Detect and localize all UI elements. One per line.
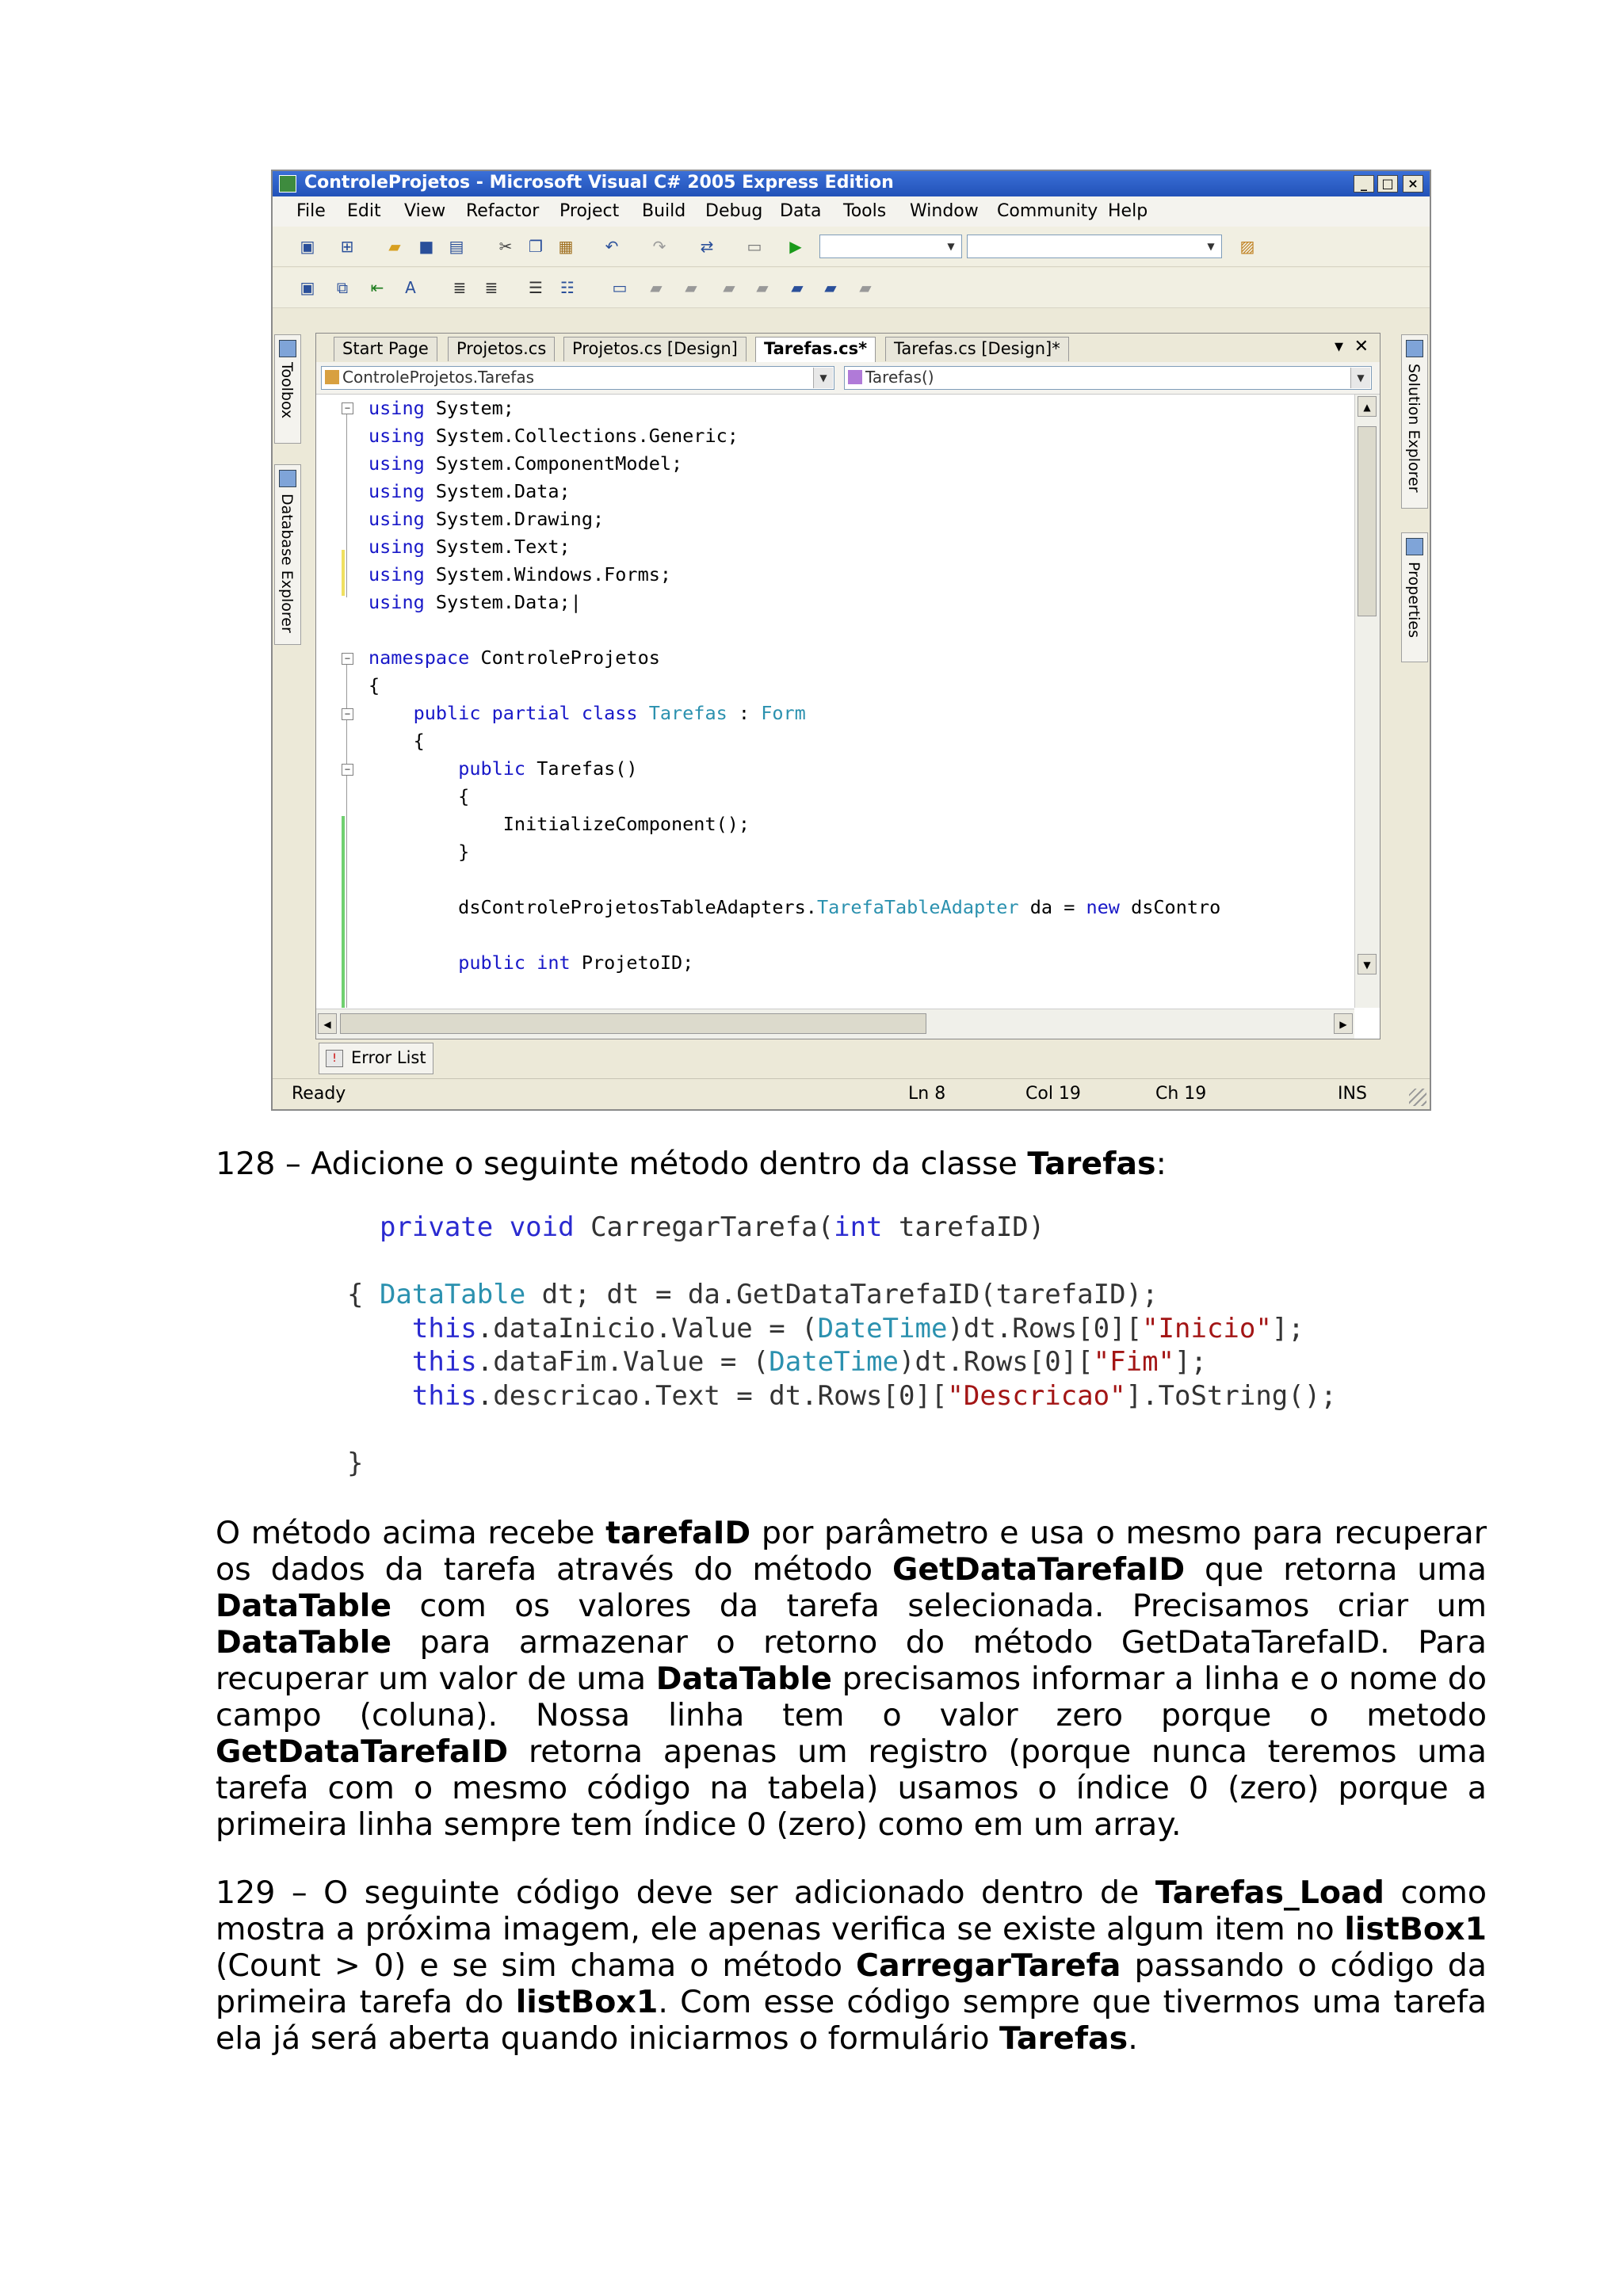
code-line: namespace ControleProjetos bbox=[369, 646, 660, 669]
error-list-icon: ! bbox=[326, 1050, 343, 1067]
next-bookmark-icon[interactable]: ▰ bbox=[685, 278, 697, 297]
status-ready: Ready bbox=[292, 1084, 346, 1104]
align-icon[interactable]: ⧉ bbox=[336, 278, 349, 297]
code-line: public partial class Tarefas : Form bbox=[413, 702, 806, 724]
save-icon[interactable]: ■ bbox=[418, 237, 434, 256]
toolbox-tab[interactable] bbox=[274, 334, 301, 444]
code-line: public int ProjetoID; bbox=[458, 952, 694, 974]
copy-icon[interactable]: ❐ bbox=[529, 237, 543, 256]
code-line: using System; bbox=[369, 397, 514, 419]
window-title: ControleProjetos - Microsoft Visual C# 2005 Express Edition bbox=[304, 173, 894, 193]
code-sample-line: private void CarregarTarefa(int tarefaID) bbox=[379, 1211, 1045, 1243]
code-line: InitializeComponent(); bbox=[369, 813, 750, 835]
collapse-icon[interactable]: − bbox=[342, 708, 353, 720]
code-line: using System.Data; bbox=[369, 480, 571, 502]
code-line: dsControleProjetosTableAdapters.TarefaTableAdapter da = new dsContro bbox=[369, 896, 1221, 918]
menu-tools[interactable]: Tools bbox=[843, 201, 887, 221]
properties-tab[interactable] bbox=[1401, 532, 1428, 662]
font-size-icon[interactable]: A bbox=[405, 278, 416, 297]
menu-window[interactable]: Window bbox=[910, 201, 979, 221]
vertical-scrollbar[interactable] bbox=[1354, 395, 1380, 1008]
menu-debug[interactable]: Debug bbox=[705, 201, 763, 221]
outline-line bbox=[346, 412, 347, 597]
menu-data[interactable]: Data bbox=[780, 201, 822, 221]
scroll-right-icon[interactable]: ▶ bbox=[1334, 1013, 1353, 1034]
collapse-icon[interactable]: − bbox=[342, 402, 353, 414]
tab-strip bbox=[316, 334, 1380, 363]
paste-icon[interactable]: ▦ bbox=[558, 237, 574, 256]
bookmark-next-folder-icon[interactable]: ▰ bbox=[756, 278, 769, 297]
menu-community[interactable]: Community bbox=[997, 201, 1098, 221]
code-line: public Tarefas() bbox=[458, 757, 638, 780]
toolbox-icon bbox=[279, 340, 296, 357]
solution-config-combo[interactable] bbox=[819, 235, 962, 258]
navigation-bar bbox=[316, 362, 1380, 395]
menu-edit[interactable]: Edit bbox=[347, 201, 381, 221]
toolbox-label: Toolbox bbox=[278, 362, 296, 419]
code-sample-line bbox=[347, 1245, 1337, 1279]
database-explorer-tab[interactable] bbox=[274, 464, 301, 645]
menu-view[interactable]: View bbox=[404, 201, 446, 221]
type-combo[interactable] bbox=[321, 366, 834, 390]
minimize-button[interactable]: _ bbox=[1354, 175, 1374, 193]
status-line: Ln 8 bbox=[908, 1084, 946, 1104]
close-button[interactable]: × bbox=[1403, 175, 1423, 193]
code-line: { bbox=[369, 730, 425, 752]
chevron-down-icon: ▼ bbox=[947, 241, 955, 252]
code-sample-line: this.dataInicio.Value = (DateTime)dt.Rows[0]["Inicio"]; bbox=[411, 1312, 1304, 1344]
code-sample-line: } bbox=[347, 1447, 364, 1479]
app-icon bbox=[279, 175, 296, 193]
navigate-icon[interactable]: ⇄ bbox=[700, 237, 714, 256]
scroll-left-icon[interactable]: ◀ bbox=[318, 1013, 337, 1034]
tab-tarefas-cs[interactable]: Tarefas.cs* bbox=[755, 337, 876, 363]
type-combo-value: ControleProjetos.Tarefas bbox=[342, 368, 535, 387]
chevron-down-icon: ▼ bbox=[1207, 241, 1215, 252]
find-icon[interactable]: ▭ bbox=[747, 237, 762, 256]
new-project-icon[interactable]: ▣ bbox=[300, 237, 315, 256]
menu-help[interactable]: Help bbox=[1108, 201, 1148, 221]
database-icon bbox=[279, 470, 296, 487]
solution-icon bbox=[1406, 340, 1423, 357]
tab-projetos-cs[interactable]: Projetos.cs bbox=[448, 337, 555, 361]
save-all-icon[interactable]: ▤ bbox=[449, 237, 464, 256]
step-128-caption: 128 – Adicione o seguinte método dentro da classe Tarefas: bbox=[216, 1146, 1167, 1182]
code-sample-line: this.descricao.Text = dt.Rows[0]["Descricao"].ToString(); bbox=[411, 1379, 1337, 1412]
code-line: using System.Text; bbox=[369, 536, 571, 558]
solution-platform-combo[interactable] bbox=[967, 235, 1222, 258]
error-list-tab[interactable] bbox=[319, 1043, 433, 1074]
step-129-paragraph: 129 – O seguinte código deve ser adicionado dentro de Tarefas_Load como mostra a próxima imagem, ele apenas verifica se existe algum item no listBox1 (Count > 0) e se sim chama o método CarregarTarefa passando o código da primeira tarefa do listBox1. Com esse código sempre que tivermos uma tarefa ela já será aberta quando iniciarmos o formulário Tarefas. bbox=[216, 1875, 1487, 2057]
collapse-icon[interactable]: − bbox=[342, 764, 353, 776]
code-line: } bbox=[369, 841, 470, 863]
explanation-paragraph: O método acima recebe tarefaID por parâmetro e usa o mesmo para recuperar os dados da tarefa através do método GetDataTarefaID que retorna uma DataTable com os valores da tarefa selecionada. Precisamos criar um DataTable para armazenar o retorno do método GetDataTarefaID. Para recuperar um valor de uma DataTable precisamos informar a linha e o nome do campo (coluna). Nossa linha tem o valor zero porque o metodo GetDataTarefaID retorna apenas um registro (porque nunca teremos uma tarefa com o mesmo código na tabela) usamos o índice 0 (zero) porque a primeira linha sempre tem índice 0 (zero) como em um array. bbox=[216, 1515, 1487, 1843]
properties-icon bbox=[1406, 538, 1423, 555]
status-insert-mode: INS bbox=[1338, 1084, 1367, 1104]
menu-project[interactable]: Project bbox=[559, 201, 620, 221]
member-combo[interactable] bbox=[844, 366, 1372, 390]
code-sample bbox=[347, 1211, 1337, 1480]
saved-change-bar bbox=[342, 816, 345, 1008]
uncomment-icon[interactable]: ☷ bbox=[560, 278, 575, 297]
indent-icon[interactable]: ≣ bbox=[453, 278, 467, 297]
error-list-label: Error List bbox=[351, 1048, 426, 1067]
title-bar bbox=[273, 171, 1430, 196]
document-pane bbox=[315, 333, 1381, 1039]
class-icon bbox=[325, 370, 339, 384]
tab-projetos-design[interactable]: Projetos.cs [Design] bbox=[563, 337, 747, 361]
outdent-icon[interactable]: ⇤ bbox=[370, 278, 384, 297]
code-line: { bbox=[369, 674, 380, 696]
ide-screenshot bbox=[271, 170, 1431, 1111]
prev-bookmark-icon[interactable]: ▰ bbox=[650, 278, 663, 297]
redo-icon[interactable]: ↷ bbox=[652, 237, 666, 256]
decrease-indent-icon[interactable]: ≣ bbox=[484, 278, 498, 297]
code-line: using System.Windows.Forms; bbox=[369, 563, 672, 585]
open-icon[interactable]: ▰ bbox=[388, 237, 401, 256]
status-char: Ch 19 bbox=[1155, 1084, 1207, 1104]
bookmark-prev-folder-icon[interactable]: ▰ bbox=[791, 278, 804, 297]
member-combo-value: Tarefas() bbox=[865, 368, 934, 387]
chevron-down-icon: ▼ bbox=[813, 368, 833, 388]
database-explorer-label: Database Explorer bbox=[278, 494, 296, 633]
solution-explorer-icon[interactable]: ▨ bbox=[1239, 237, 1255, 256]
scroll-up-icon[interactable]: ▲ bbox=[1358, 396, 1377, 417]
indicator-margin bbox=[316, 395, 340, 1008]
format-icon[interactable]: ▣ bbox=[300, 278, 315, 297]
scroll-down-icon[interactable]: ▼ bbox=[1358, 954, 1377, 974]
maximize-button[interactable]: □ bbox=[1377, 175, 1398, 193]
resize-grip-icon[interactable] bbox=[1409, 1089, 1426, 1106]
text-editor-toolbar bbox=[273, 268, 1430, 308]
code-line: using System.ComponentModel; bbox=[369, 452, 683, 475]
collapse-icon[interactable]: − bbox=[342, 653, 353, 665]
tab-close-icon[interactable]: ✕ bbox=[1354, 337, 1369, 357]
status-column: Col 19 bbox=[1025, 1084, 1081, 1104]
tab-list-dropdown-icon[interactable]: ▾ bbox=[1334, 337, 1343, 357]
comment-icon[interactable]: ☰ bbox=[529, 278, 543, 297]
scroll-thumb[interactable] bbox=[340, 1013, 926, 1034]
undo-icon[interactable]: ↶ bbox=[605, 237, 619, 256]
toolbar-overflow-icon[interactable]: ▰ bbox=[859, 278, 872, 297]
bookmark-icon[interactable]: ▭ bbox=[612, 278, 628, 297]
menu-file[interactable]: File bbox=[296, 201, 326, 221]
code-sample-line bbox=[347, 1413, 1337, 1447]
code-line: { bbox=[369, 785, 470, 807]
menu-bar bbox=[273, 196, 1430, 227]
add-item-icon[interactable]: ⊞ bbox=[340, 237, 354, 256]
tab-tarefas-design[interactable]: Tarefas.cs [Design]* bbox=[885, 337, 1069, 361]
code-line: using System.Data;| bbox=[369, 591, 582, 613]
properties-label: Properties bbox=[1405, 562, 1423, 639]
code-line: using System.Drawing; bbox=[369, 508, 605, 530]
code-editor[interactable] bbox=[316, 395, 1354, 1008]
code-line: using System.Collections.Generic; bbox=[369, 425, 739, 447]
menu-build[interactable]: Build bbox=[642, 201, 686, 221]
horizontal-scrollbar[interactable] bbox=[316, 1009, 1354, 1039]
start-debug-icon[interactable]: ▶ bbox=[789, 237, 802, 256]
bookmark-folder-icon[interactable]: ▰ bbox=[723, 278, 735, 297]
cut-icon[interactable]: ✂ bbox=[498, 237, 513, 256]
solution-explorer-label: Solution Explorer bbox=[1405, 364, 1423, 493]
clear-bookmarks-icon[interactable]: ▰ bbox=[824, 278, 837, 297]
code-sample-line: { DataTable dt; dt = da.GetDataTarefaID(tarefaID); bbox=[347, 1279, 1159, 1310]
solution-explorer-tab[interactable] bbox=[1401, 334, 1428, 509]
menu-refactor[interactable]: Refactor bbox=[466, 201, 540, 221]
method-icon bbox=[848, 370, 862, 384]
tab-start-page[interactable]: Start Page bbox=[334, 337, 437, 361]
chevron-down-icon: ▼ bbox=[1350, 368, 1370, 388]
status-bar bbox=[273, 1078, 1430, 1109]
code-sample-line: this.dataFim.Value = (DateTime)dt.Rows[0]["Fim"]; bbox=[411, 1346, 1207, 1378]
code-text[interactable] bbox=[369, 395, 1220, 977]
standard-toolbar bbox=[273, 227, 1430, 267]
scroll-thumb[interactable] bbox=[1358, 426, 1377, 616]
unsaved-change-bar bbox=[342, 550, 345, 596]
